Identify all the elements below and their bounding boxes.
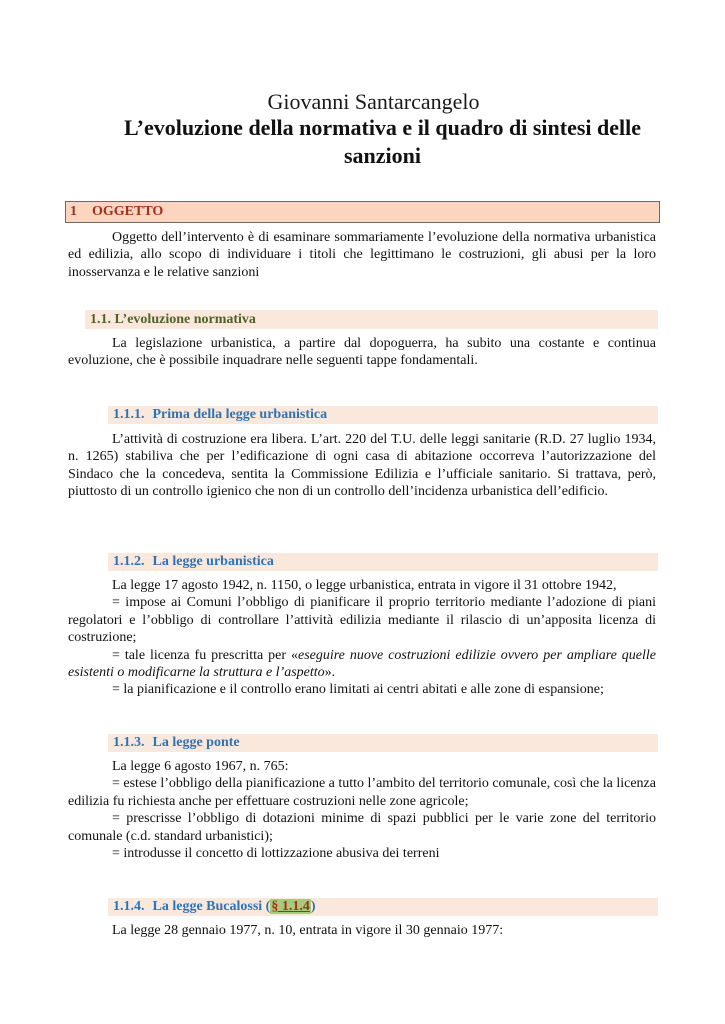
section-body-oggetto bbox=[68, 229, 656, 281]
section-body-legge-bucalossi bbox=[68, 922, 656, 939]
section-title: OGGETTO bbox=[92, 204, 164, 219]
section-heading-legge-bucalossi bbox=[108, 898, 658, 916]
list-item: = la pianificazione e il controllo erano limitati ai centri abitati e alle zone di espansione; bbox=[112, 682, 604, 698]
section-number: 1.1.4. bbox=[113, 899, 145, 914]
quote-prefix: = tale licenza fu prescritta per « bbox=[112, 647, 298, 663]
section-heading-evoluzione-normativa: 1.1. L’evoluzione normativa bbox=[85, 310, 658, 329]
section-heading-oggetto bbox=[65, 201, 660, 223]
section-title-prefix: La legge Bucalossi ( bbox=[152, 899, 271, 914]
section-title-suffix: ) bbox=[310, 899, 316, 914]
paragraph: L’attività di costruzione era libera. L’art. 220 del T.U. delle leggi sanitarie (R.D. 27 luglio 1934, n. 1265) stabiliva che per l’edificazione di ogni casa di abitazione occorreva l’autorizzazione del Sindaco che la concedeva, sentita la Commissione Edilizia e l’ufficiale sanitario. Si trattava, però, piuttosto di un controllo igienico che non di un controllo dell’incidenza urbanistica dell’edificio. bbox=[68, 432, 656, 500]
section-heading-legge-ponte bbox=[108, 734, 658, 752]
paragraph: La legge 28 gennaio 1977, n. 10, entrata in vigore il 30 gennaio 1977: bbox=[112, 923, 504, 938]
section-title: La legge urbanistica bbox=[152, 554, 274, 569]
quote-suffix: ». bbox=[324, 665, 336, 681]
section-body-prima-legge-urbanistica bbox=[68, 431, 656, 501]
section-number: 1.1.2. bbox=[113, 554, 145, 569]
section-body-legge-urbanistica bbox=[68, 577, 656, 699]
list-item: = introdusse il concetto di lottizzazione abusiva dei terreni bbox=[112, 846, 440, 862]
section-number: 1.1.3. bbox=[113, 735, 145, 750]
section-body-evoluzione-normativa bbox=[68, 335, 656, 370]
section-heading-legge-urbanistica bbox=[108, 553, 658, 571]
list-item: = estese l’obbligo della pianificazione a tutto l’ambito del territorio comunale, così che la licenza edilizia fu richiesta anche per effettuare costruzioni nelle zone agricole; bbox=[68, 776, 656, 809]
quote-text: eseguire nuove costruzioni edilizie ovvero per ampliare quelle esistenti o modificarne la struttura e l’aspetto bbox=[68, 647, 656, 681]
paragraph: La legge 6 agosto 1967, n. 765: bbox=[112, 759, 289, 774]
paragraph: La legge 17 agosto 1942, n. 1150, o legge urbanistica, entrata in vigore il 31 ottobre 1942, bbox=[112, 578, 617, 593]
section-body-legge-ponte bbox=[68, 758, 656, 862]
list-item: = prescrisse l’obbligo di dotazioni minime di spazi pubblici per le varie zone del territorio comunale (c.d. standard urbanistici); bbox=[68, 811, 656, 844]
section-number: 1 bbox=[70, 204, 77, 219]
section-reference-link[interactable]: § 1.1.4 bbox=[271, 899, 310, 914]
list-item bbox=[68, 647, 656, 682]
document-title: L’evoluzione della normativa e il quadro di sintesi delle sanzioni bbox=[123, 115, 642, 168]
section-number: 1.1.1. bbox=[113, 407, 145, 422]
section-title: La legge ponte bbox=[152, 735, 240, 750]
section-heading-prima-legge-urbanistica bbox=[108, 406, 658, 424]
author-name: Giovanni Santarcangelo bbox=[267, 89, 480, 114]
list-item: = impose ai Comuni l’obbligo di pianificare il proprio territorio mediante l’adozione di piani regolatori e l’obbligo di controllare l’attività edilizia mediante il rilascio di un’apposita licenza di costruzione; bbox=[68, 595, 656, 646]
paragraph: Oggetto dell’intervento è di esaminare sommariamente l’evoluzione della normativa urbanistica ed edilizia, allo scopo di individuare i titoli che legittimano le costruzioni, gli abusi per la loro inosservanza e le relative sanzioni bbox=[68, 230, 656, 280]
paragraph: La legislazione urbanistica, a partire dal dopoguerra, ha subito una costante e continua evoluzione, che è possibile inquadrare nelle seguenti tappe fondamentali. bbox=[68, 336, 656, 369]
section-title: Prima della legge urbanistica bbox=[152, 407, 328, 422]
